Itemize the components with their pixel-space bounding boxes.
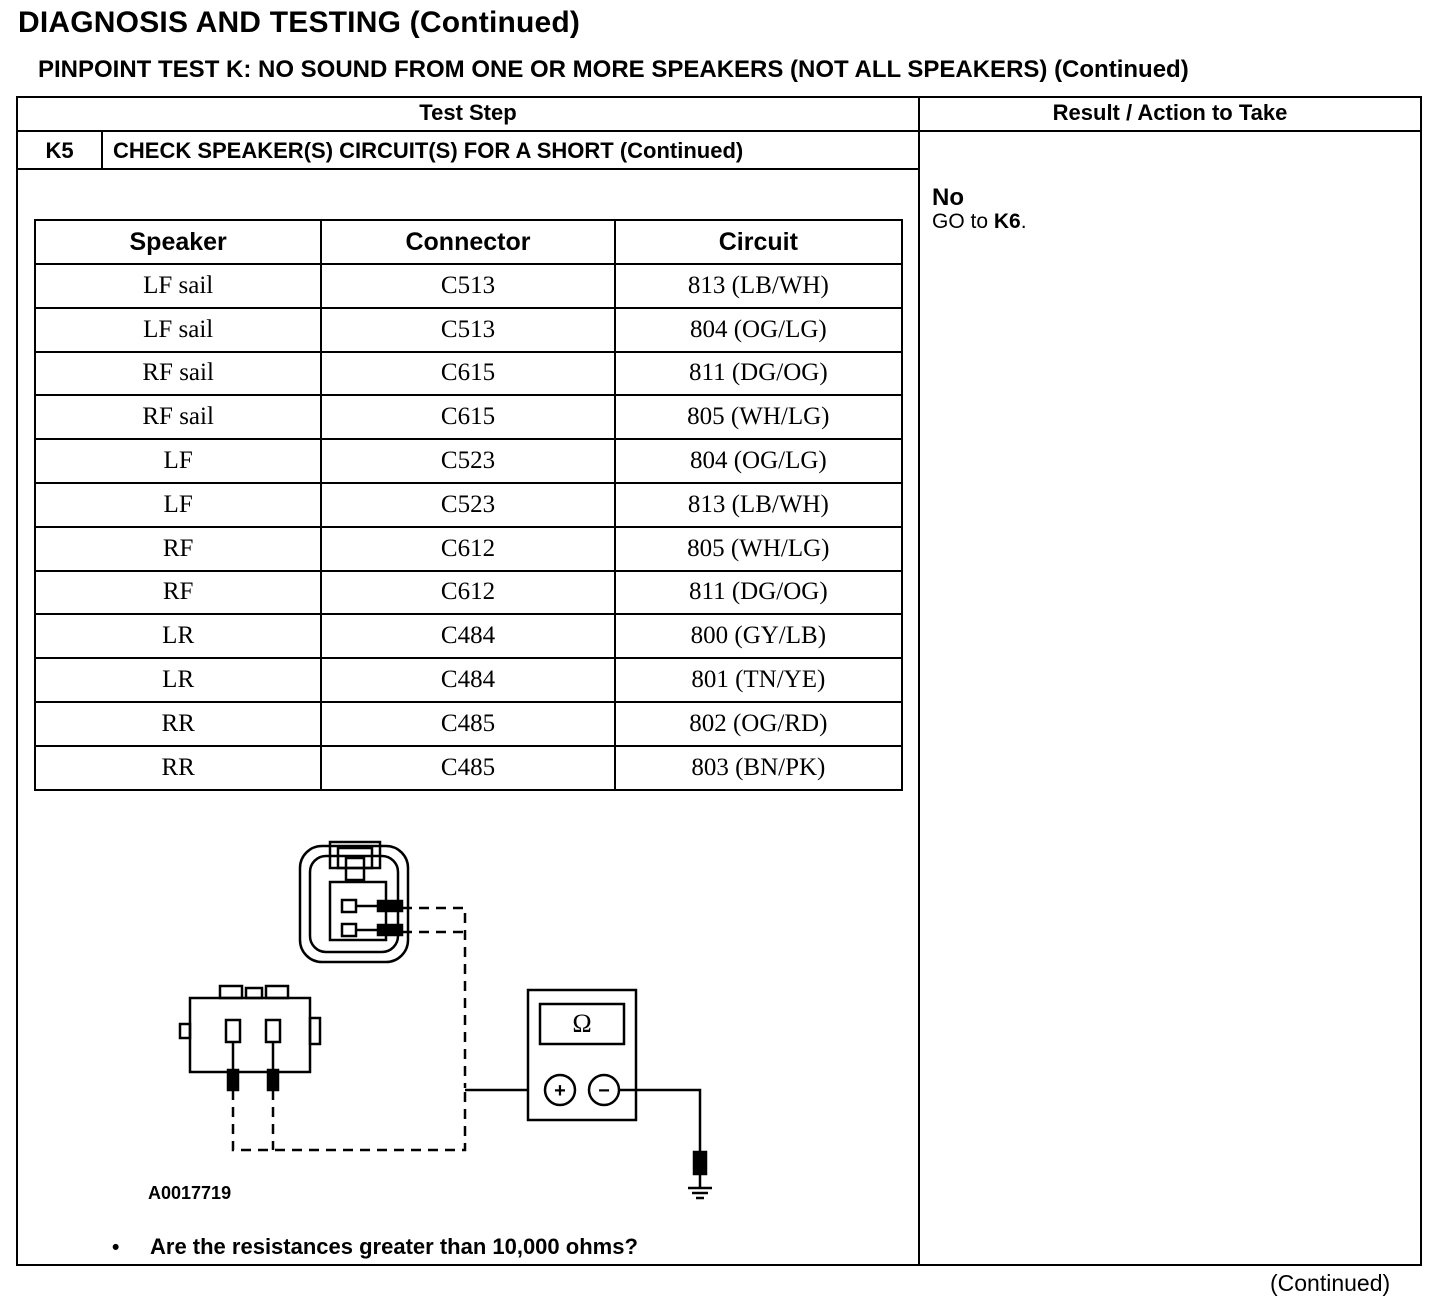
header-divider (16, 130, 1422, 132)
table-row (35, 527, 902, 571)
ohm-symbol: Ω (572, 1009, 592, 1038)
connector-cell: C484 (321, 658, 614, 702)
circuit-cell: 805 (WH/LG) (615, 527, 902, 571)
table-row (35, 571, 902, 615)
table-row (35, 614, 902, 658)
circuit-cell: 813 (LB/WH) (615, 264, 902, 308)
result-action (932, 210, 1027, 234)
step-divider (16, 168, 920, 170)
circuit-cell: 802 (OG/RD) (615, 702, 902, 746)
table-row (35, 395, 902, 439)
ground-icon (688, 1152, 712, 1198)
speaker-cell: RF sail (35, 395, 321, 439)
connector-cell: C513 (321, 308, 614, 352)
step-id: K5 (45, 138, 74, 163)
table-row (35, 352, 902, 396)
speaker-circuit-table (34, 219, 903, 791)
continued-label: (Continued) (1270, 1270, 1391, 1296)
step-title: CHECK SPEAKER(S) CIRCUIT(S) FOR A SHORT (Continued) (113, 138, 744, 163)
test-lead-wires (233, 908, 465, 1150)
connector-cell: C485 (321, 702, 614, 746)
column-header-connector: Connector (321, 220, 614, 264)
speaker-cell: LR (35, 614, 321, 658)
speaker-cell: RF (35, 571, 321, 615)
circuit-cell: 811 (DG/OG) (615, 571, 902, 615)
result-action-target: K6 (993, 210, 1021, 233)
minus-terminal-icon: − (598, 1080, 610, 1102)
step-id-divider (101, 130, 103, 169)
ohmmeter-test-diagram (170, 838, 730, 1208)
bullet-icon: • (112, 1236, 120, 1259)
connector-cell: C615 (321, 395, 614, 439)
column-header-speaker: Speaker (35, 220, 321, 264)
connector-cell: C612 (321, 571, 614, 615)
table-row (35, 264, 902, 308)
table-row (35, 308, 902, 352)
table-row (35, 658, 902, 702)
table-row (35, 439, 902, 483)
circuit-cell: 803 (BN/PK) (615, 746, 902, 790)
plus-terminal-icon: + (554, 1080, 566, 1102)
circuit-cell: 804 (OG/LG) (615, 439, 902, 483)
speaker-connector (180, 986, 320, 1090)
connector-cell: C485 (321, 746, 614, 790)
test-step-header: Test Step (419, 100, 517, 125)
speaker-cell: RF (35, 527, 321, 571)
page-title: DIAGNOSIS AND TESTING (Continued) (18, 6, 581, 39)
speaker-cell: RF sail (35, 352, 321, 396)
connector-cell: C484 (321, 614, 614, 658)
table-row (35, 746, 902, 790)
speaker-cell: RR (35, 746, 321, 790)
circuit-cell: 800 (GY/LB) (615, 614, 902, 658)
circuit-cell: 813 (LB/WH) (615, 483, 902, 527)
speaker-cell: LF sail (35, 264, 321, 308)
result-action-suffix: . (1020, 210, 1027, 233)
connector-cell: C612 (321, 527, 614, 571)
circuit-cell: 804 (OG/LG) (615, 308, 902, 352)
figure-id: A0017719 (148, 1183, 232, 1203)
result-header: Result / Action to Take (1052, 100, 1288, 125)
speaker-cell: LF (35, 439, 321, 483)
harness-connector (300, 842, 408, 962)
table-row (35, 483, 902, 527)
speaker-cell: LR (35, 658, 321, 702)
test-question: Are the resistances greater than 10,000 ohms? (150, 1234, 638, 1259)
column-header-circuit: Circuit (615, 220, 902, 264)
circuit-cell: 805 (WH/LG) (615, 395, 902, 439)
circuit-cell: 801 (TN/YE) (615, 658, 902, 702)
table-header-row (35, 220, 902, 264)
connector-cell: C523 (321, 483, 614, 527)
circuit-cell: 811 (DG/OG) (615, 352, 902, 396)
connector-cell: C615 (321, 352, 614, 396)
connector-cell: C523 (321, 439, 614, 483)
table-row (35, 702, 902, 746)
speaker-cell: LF sail (35, 308, 321, 352)
connector-cell: C513 (321, 264, 614, 308)
result-answer: No (932, 184, 964, 211)
speaker-cell: RR (35, 702, 321, 746)
result-action-prefix: GO to (932, 210, 994, 233)
column-divider (918, 96, 920, 1266)
pinpoint-test-title: PINPOINT TEST K: NO SOUND FROM ONE OR MORE SPEAKERS (NOT ALL SPEAKERS) (Continued) (38, 56, 1189, 83)
speaker-cell: LF (35, 483, 321, 527)
